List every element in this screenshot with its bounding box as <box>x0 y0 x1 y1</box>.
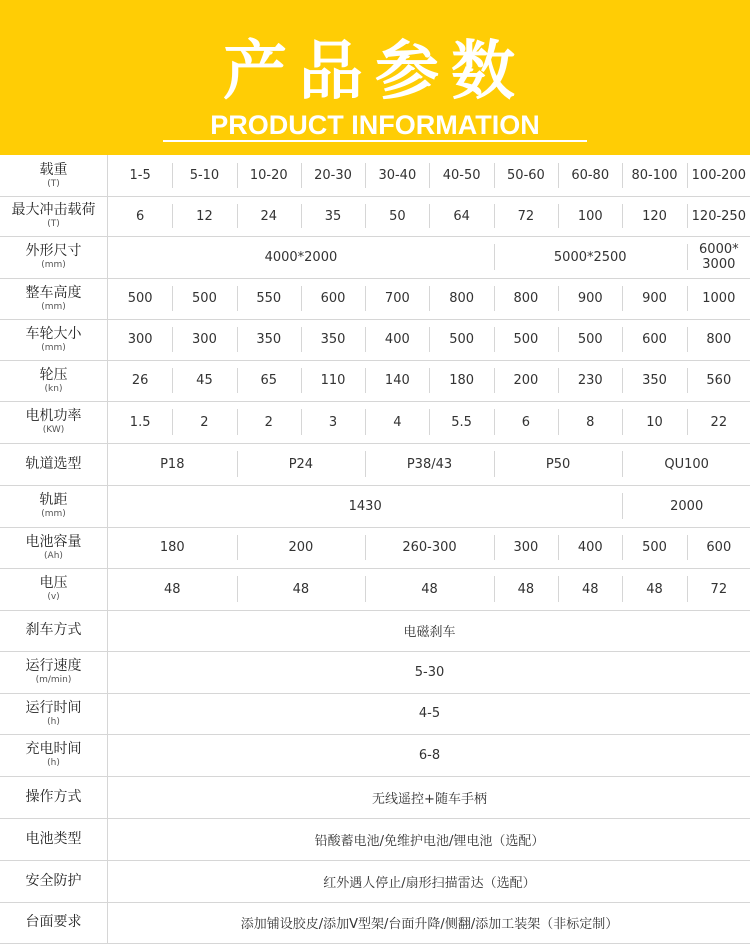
table-cell: 550 <box>237 278 301 319</box>
row-label <box>0 236 108 278</box>
row-label-text: 电池容量 <box>25 533 82 550</box>
table-row <box>0 443 750 486</box>
table-cell: 2 <box>172 401 236 443</box>
row-unit-text: (kn) <box>44 383 63 394</box>
table-cell: 180 <box>159 540 185 555</box>
row-label-text: 电压 <box>39 575 68 591</box>
table-cell: 50 <box>365 196 429 236</box>
table-cell: 5.5 <box>429 401 493 443</box>
table-cell: 6000* 3000 <box>687 236 750 278</box>
table-cell: 200 <box>494 360 558 401</box>
table-cell: 5-10 <box>172 155 236 196</box>
table-cell: 500 <box>494 319 558 360</box>
table-cell: 400 <box>558 527 622 568</box>
row-label-text: 轨距 <box>39 492 68 508</box>
table-cell: 600 <box>301 278 365 319</box>
row-unit-text: (KW) <box>42 425 65 435</box>
table-row <box>0 485 750 528</box>
table-cell: 4 <box>365 401 429 443</box>
row-unit-text: (mm) <box>41 301 66 312</box>
table-cell: 600 <box>687 527 750 568</box>
table-cell: P24 <box>237 443 366 485</box>
table-cell: 无线遥控+随车手柄 <box>372 791 487 807</box>
table-row <box>0 155 750 197</box>
banner-header <box>0 0 750 155</box>
table-cell: 350 <box>301 319 365 360</box>
spec-table <box>0 155 750 950</box>
table-cell: 100-200 <box>687 155 750 196</box>
table-row <box>0 734 750 777</box>
table-cell: 65 <box>237 360 301 401</box>
table-cell: 120-250 <box>687 196 750 236</box>
row-label-text: 操作方式 <box>25 788 82 805</box>
table-row <box>0 568 750 611</box>
row-label <box>0 818 108 860</box>
table-cell: 4-5 <box>418 706 441 721</box>
table-cell: 铅酸蓄电池/免维护电池/锂电池（选配） <box>314 833 545 849</box>
row-label <box>0 278 108 319</box>
row-label <box>0 902 108 943</box>
table-cell: 电磁刹车 <box>403 625 456 640</box>
row-unit-text: (mm) <box>41 260 66 270</box>
table-row <box>0 360 750 402</box>
table-cell: 110 <box>301 360 365 401</box>
row-label <box>0 651 108 693</box>
table-cell: 600 <box>622 319 686 360</box>
row-label-text: 安全防护 <box>25 872 82 889</box>
row-unit-text: (h) <box>47 758 60 768</box>
page-title: 产品参数 <box>223 35 527 109</box>
table-cell: 900 <box>558 278 622 319</box>
table-cell: 48 <box>164 581 181 597</box>
table-cell: 35 <box>301 196 365 236</box>
row-label <box>0 485 108 527</box>
table-cell: 4000*2000 <box>264 249 338 265</box>
row-unit-text: (h) <box>47 716 60 727</box>
table-cell: 添加铺设胶皮/添加V型架/台面升降/侧翻/添加工装架（非标定制） <box>240 917 619 932</box>
table-cell: 180 <box>429 360 493 401</box>
table-cell: 24 <box>237 196 301 236</box>
row-label <box>0 610 108 651</box>
table-row <box>0 236 750 279</box>
title-underline <box>163 140 587 142</box>
table-cell: 64 <box>429 196 493 236</box>
table-cell: P38/43 <box>365 443 494 485</box>
table-cell: 900 <box>622 278 686 319</box>
table-cell: 48 <box>622 568 686 610</box>
table-cell: 72 <box>494 196 558 236</box>
table-cell: P18 <box>160 456 185 472</box>
table-cell: 140 <box>365 360 429 401</box>
row-label <box>0 527 108 568</box>
table-cell: 22 <box>687 401 750 443</box>
table-row <box>0 651 750 694</box>
row-label-text: 运行速度 <box>25 658 82 674</box>
table-cell: 20-30 <box>301 155 365 196</box>
table-cell: 500 <box>558 319 622 360</box>
page-subtitle: PRODUCT INFORMATION <box>210 110 540 140</box>
table-row <box>0 902 750 944</box>
table-cell: QU100 <box>622 443 750 485</box>
table-cell: 260-300 <box>365 527 494 568</box>
table-cell: 120 <box>622 196 686 236</box>
table-row <box>0 319 750 361</box>
row-label <box>0 443 108 485</box>
row-unit-text: (mm) <box>41 342 66 353</box>
row-label-text: 电机功率 <box>25 408 82 424</box>
table-cell: 80-100 <box>622 155 686 196</box>
table-row <box>0 860 750 903</box>
table-cell: 400 <box>365 319 429 360</box>
row-unit-text: (m/min) <box>35 675 72 685</box>
row-label <box>0 776 108 818</box>
table-cell: 200 <box>237 527 366 568</box>
table-cell: 12 <box>172 196 236 236</box>
table-cell: 红外遇人停止/扇形扫描雷达（选配） <box>323 875 536 891</box>
table-cell: 60-80 <box>558 155 622 196</box>
row-unit-text: (T) <box>47 219 60 229</box>
row-label <box>0 196 108 236</box>
table-cell: 40-50 <box>429 155 493 196</box>
table-cell: 1000 <box>687 278 750 319</box>
row-label <box>0 568 108 610</box>
table-cell: 560 <box>687 360 750 401</box>
table-cell: 50-60 <box>494 155 558 196</box>
table-row <box>0 527 750 569</box>
row-label <box>0 155 108 196</box>
table-cell: 100 <box>558 196 622 236</box>
table-cell: 300 <box>127 332 153 347</box>
row-label-text: 刹车方式 <box>25 622 82 638</box>
table-cell: 10-20 <box>237 155 301 196</box>
table-cell: 500 <box>172 278 236 319</box>
table-cell: 800 <box>429 278 493 319</box>
table-cell: 800 <box>494 278 558 319</box>
table-cell: 350 <box>237 319 301 360</box>
row-label <box>0 693 108 734</box>
row-unit-text: (mm) <box>41 509 66 519</box>
table-cell: 2 <box>237 401 301 443</box>
table-cell: 300 <box>494 527 558 568</box>
row-label <box>0 860 108 902</box>
row-label-text: 运行时间 <box>25 699 82 716</box>
table-row <box>0 776 750 819</box>
row-label-text: 轮压 <box>39 366 68 383</box>
row-label-text: 外形尺寸 <box>25 243 82 259</box>
row-unit-text: (v) <box>47 592 60 602</box>
table-cell: 500 <box>429 319 493 360</box>
table-cell: 30-40 <box>365 155 429 196</box>
table-row <box>0 818 750 861</box>
table-cell: 700 <box>365 278 429 319</box>
table-cell: 1430 <box>348 498 382 514</box>
table-cell: 5000*2500 <box>494 236 687 278</box>
row-label <box>0 401 108 443</box>
table-cell: 350 <box>622 360 686 401</box>
row-label-text: 最大冲击载荷 <box>11 202 96 218</box>
table-cell: 3 <box>301 401 365 443</box>
row-label-text: 整车高度 <box>25 284 82 301</box>
table-row <box>0 693 750 735</box>
table-cell: 300 <box>172 319 236 360</box>
table-cell: 1-5 <box>129 168 151 183</box>
table-cell: 500 <box>622 527 686 568</box>
table-cell: 6-8 <box>418 747 441 763</box>
row-unit-text: (T) <box>47 178 60 189</box>
table-row <box>0 278 750 320</box>
table-cell: 8 <box>558 401 622 443</box>
table-cell: 5-30 <box>414 664 445 680</box>
row-label-text: 充电时间 <box>25 741 82 757</box>
row-label-text: 车轮大小 <box>25 325 82 342</box>
table-cell: 6 <box>494 401 558 443</box>
table-cell: 1.5 <box>129 414 151 430</box>
table-cell: 230 <box>558 360 622 401</box>
row-label-text: 载重 <box>39 161 68 178</box>
row-label <box>0 319 108 360</box>
row-unit-text: (Ah) <box>44 550 63 561</box>
row-label-text: 台面要求 <box>25 914 82 930</box>
table-cell: 48 <box>494 568 558 610</box>
table-cell: P50 <box>494 443 623 485</box>
table-cell: 26 <box>131 373 149 388</box>
table-cell: 72 <box>687 568 750 610</box>
row-label-text: 电池类型 <box>25 830 82 847</box>
row-label <box>0 734 108 776</box>
table-cell: 45 <box>172 360 236 401</box>
row-label <box>0 360 108 401</box>
table-cell: 48 <box>558 568 622 610</box>
table-row <box>0 196 750 237</box>
table-cell: 500 <box>127 291 153 306</box>
row-label-text: 轨道选型 <box>25 455 82 472</box>
table-row <box>0 401 750 444</box>
table-cell: 48 <box>237 568 366 610</box>
table-cell: 2000 <box>622 485 750 527</box>
table-cell: 48 <box>365 568 494 610</box>
table-cell: 10 <box>622 401 686 443</box>
table-cell: 800 <box>687 319 750 360</box>
table-row <box>0 610 750 652</box>
table-cell: 6 <box>136 208 145 224</box>
